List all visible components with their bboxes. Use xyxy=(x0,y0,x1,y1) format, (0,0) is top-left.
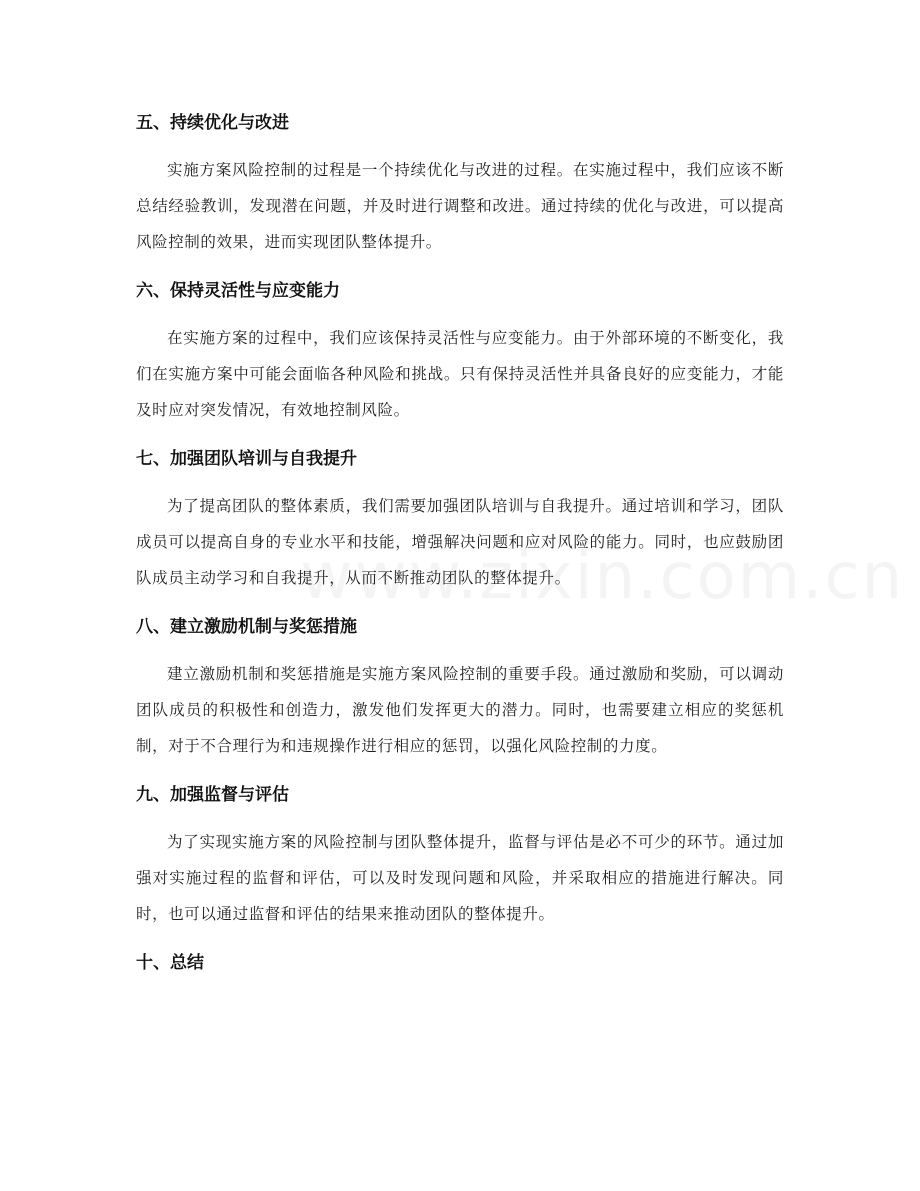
section-6 xyxy=(136,274,784,428)
section-heading: 五、持续优化与改进 xyxy=(136,113,289,133)
section-heading: 八、建立激励机制与奖惩措施 xyxy=(136,617,357,637)
section-10 xyxy=(136,946,784,980)
section-paragraph: 实施方案风险控制的过程是一个持续优化与改进的过程。在实施过程中，我们应该不断总结经验教训，发现潜在问题，并及时进行调整和改进。通过持续的优化与改进，可以提高风险控制的效果，进而实现团队整体提升。 xyxy=(136,161,784,251)
section-paragraph: 在实施方案的过程中，我们应该保持灵活性与应变能力。由于外部环境的不断变化，我们在实施方案中可能会面临各种风险和挑战。只有保持灵活性并具备良好的应变能力，才能及时应对突发情况，有效地控制风险。 xyxy=(136,329,784,419)
section-9 xyxy=(136,778,784,932)
section-7 xyxy=(136,442,784,596)
section-heading: 九、加强监督与评估 xyxy=(136,785,289,805)
document-body xyxy=(136,106,784,980)
section-paragraph: 为了实现实施方案的风险控制与团队整体提升，监督与评估是必不可少的环节。通过加强对实施过程的监督和评估，可以及时发现问题和风险，并采取相应的措施进行解决。同时，也可以通过监督和评估的结果来推动团队的整体提升。 xyxy=(136,833,784,923)
section-8 xyxy=(136,610,784,764)
section-heading: 十、总结 xyxy=(136,953,204,973)
section-heading: 七、加强团队培训与自我提升 xyxy=(136,449,357,469)
section-heading: 六、保持灵活性与应变能力 xyxy=(136,281,340,301)
section-5 xyxy=(136,106,784,260)
section-paragraph: 为了提高团队的整体素质，我们需要加强团队培训与自我提升。通过培训和学习，团队成员可以提高自身的专业水平和技能，增强解决问题和应对风险的能力。同时，也应鼓励团队成员主动学习和自我提升，从而不断推动团队的整体提升。 xyxy=(136,497,784,587)
section-paragraph: 建立激励机制和奖惩措施是实施方案风险控制的重要手段。通过激励和奖励，可以调动团队成员的积极性和创造力，激发他们发挥更大的潜力。同时，也需要建立相应的奖惩机制，对于不合理行为和违规操作进行相应的惩罚，以强化风险控制的力度。 xyxy=(136,665,784,755)
